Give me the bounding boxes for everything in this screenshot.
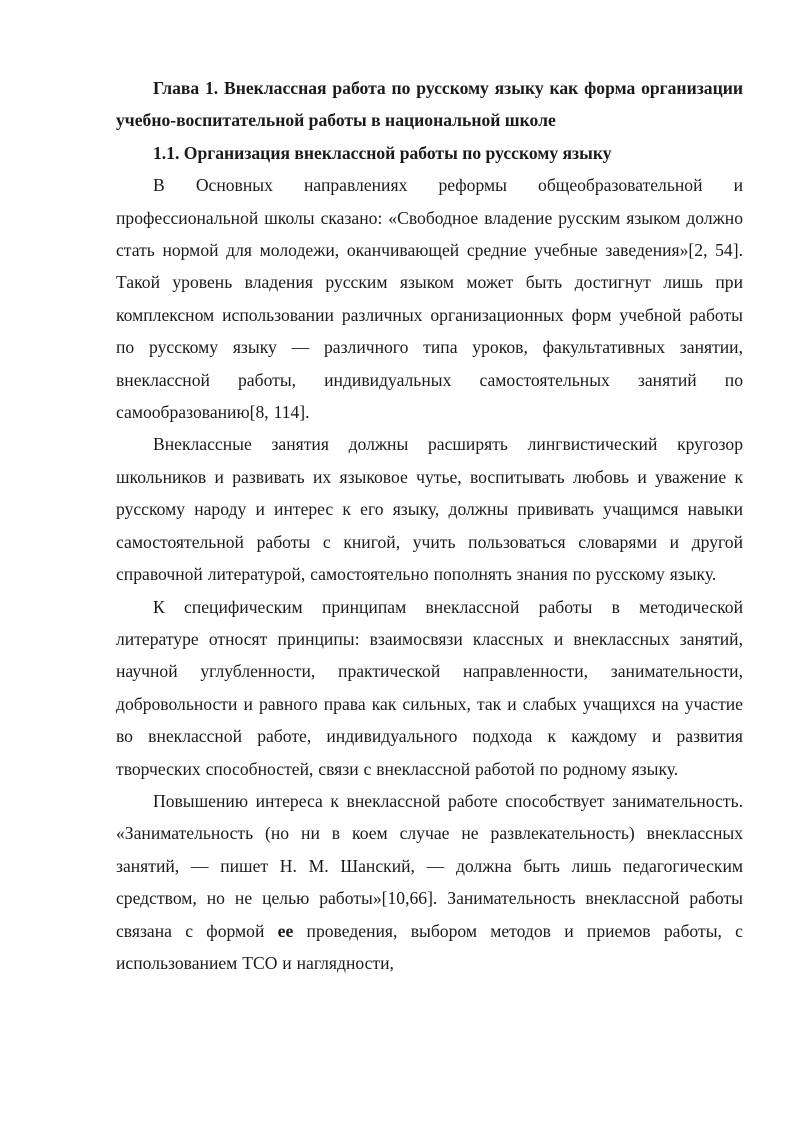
paragraph-2: Внеклассные занятия должны расширять лингвистический кругозор школьников и развивать их языковое чутье, воспитывать любовь и уважение к русскому народу и интерес к его языку, должны прививать учащимся навыки самостоятельной работы с книгой, учить пользоваться словарями и другой справочной литературой, самостоятельно пополнять знания по русскому языку. xyxy=(116,434,743,585)
paragraph-4 xyxy=(116,785,743,979)
chapter-heading: Глава 1. Внеклассная работа по русскому языку как форма организации учебно-воспитательной работы в национальной школе xyxy=(116,78,743,131)
paragraph-4-bold-word: ее xyxy=(277,920,294,941)
page-content xyxy=(116,72,743,979)
paragraph-3: К специфическим принципам внеклассной работы в методической литературе относят принципы: взаимосвязи классных и внеклассных занятий, научной углубленности, практической направленности, занимательности, добровольности и равного права как сильных, так и слабых учащихся на участие во внеклассной работе, индивидуального подхода к каждому и развития творческих способностей, связи с внеклассной работой по родному языку. xyxy=(116,596,743,779)
paragraph-4-text-start: Повышению интереса к внеклассной работе способствует занимательность. «Занимательность (но ни в коем случае не развлекательность) внеклассных занятий, — пишет Н. М. Шанский, — должна быть лишь педагогическим средством, но не целью работы»[10,66]. Занимательность внеклассной работы связана с формой xyxy=(116,790,743,941)
paragraph-4-text-end: проведения, выбором методов и приемов работы, с использованием ТСО и наглядности, xyxy=(116,920,743,973)
paragraph-1: В Основных направлениях реформы общеобразовательной и профессиональной школы сказано: «Свободное владение русским языком должно стать нормой для молодежи, оканчивающей средние учебные заведения»[2, 54]. Такой уровень владения русским языком может быть достигнут лишь при комплексном использовании различных организационных форм учебной работы по русскому языку — различного типа уроков, факультативных занятии, внеклассной работы, индивидуальных самостоятельных занятий по самообразованию[8, 114]. xyxy=(116,175,743,423)
section-heading: 1.1. Организация внеклассной работы по русскому языку xyxy=(153,142,612,163)
